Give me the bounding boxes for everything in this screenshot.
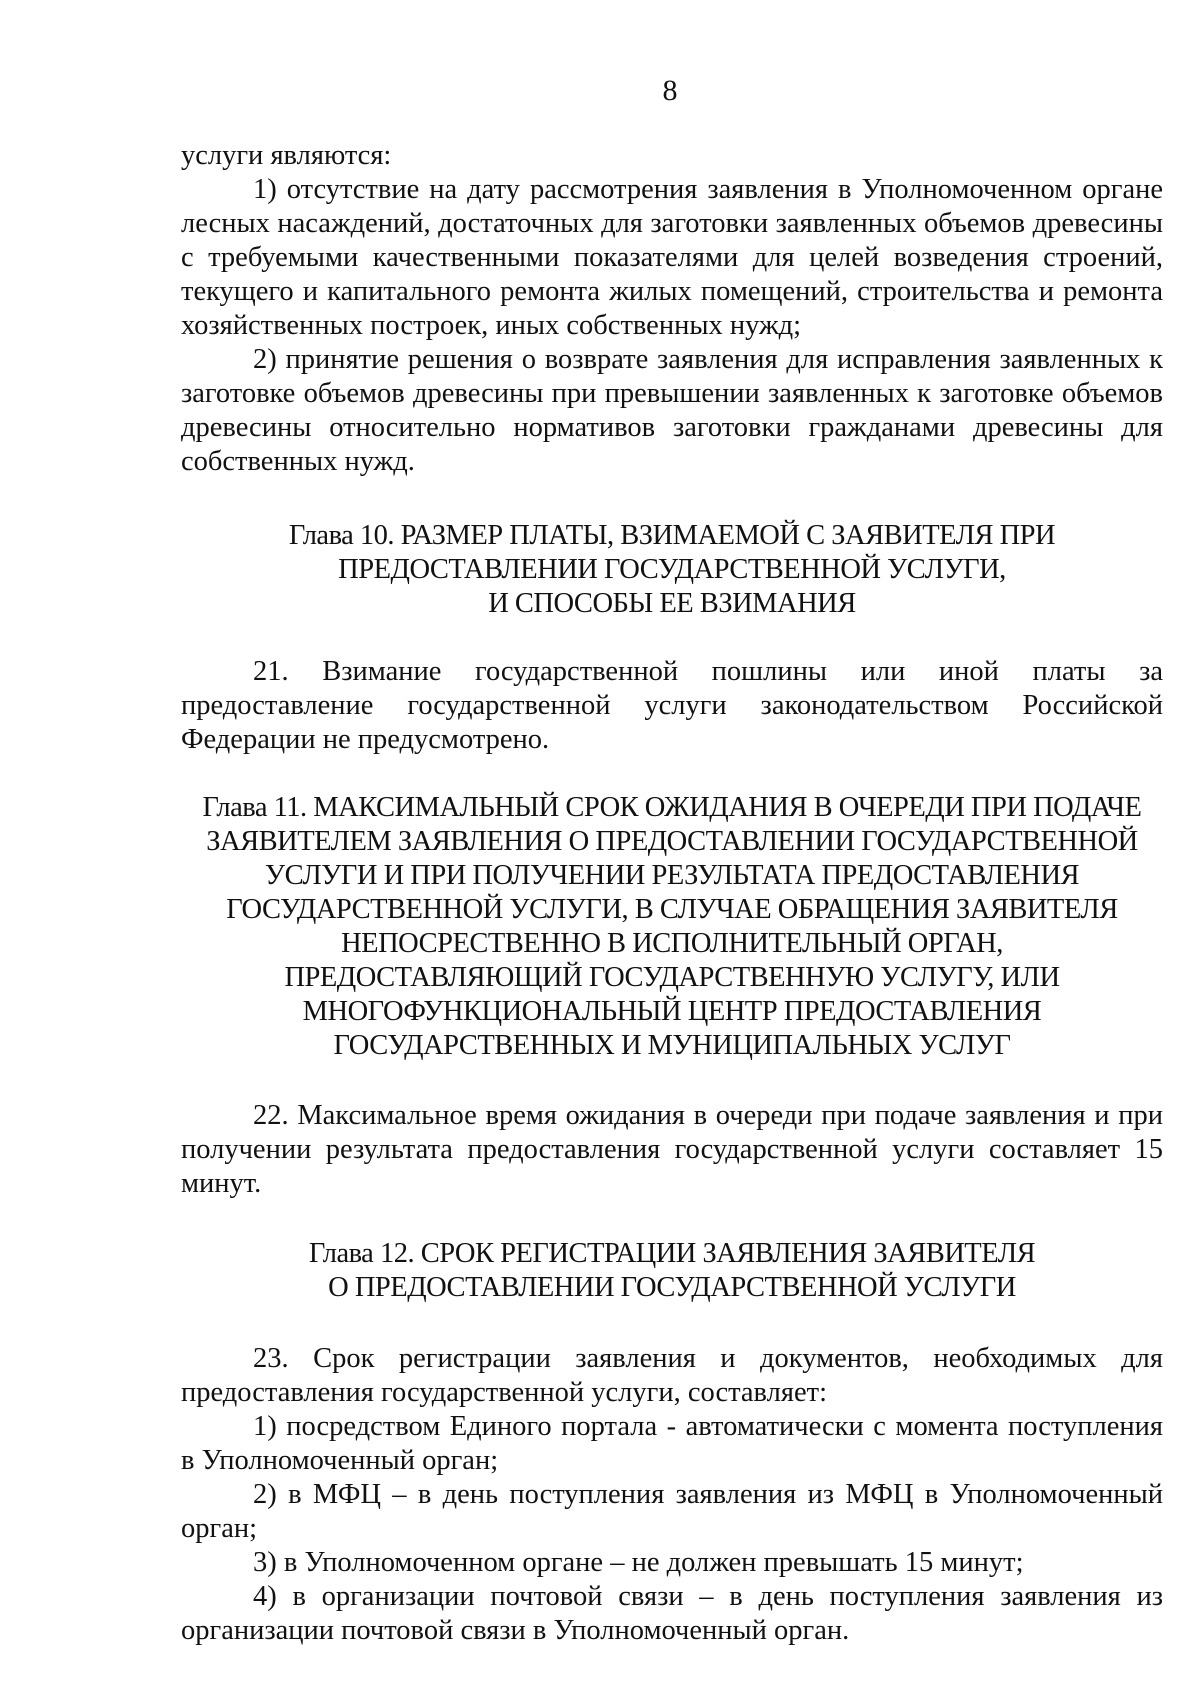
chapter-12-heading-line: О ПРЕДОСТАВЛЕНИИ ГОСУДАРСТВЕННОЙ УСЛУГИ — [328, 1272, 1016, 1303]
paragraph-22: 22. Максимальное время ожидания в очереди при подаче заявления и при получении результата предоставления государственной услуги составляет 15 минут. — [181, 1100, 1163, 1199]
paragraph-23: 23. Срок регистрации заявления и документов, необходимых для предоставления государственной услуги, составляет: — [181, 1343, 1163, 1408]
chapter-12-heading — [181, 1237, 1163, 1305]
chapter-10-heading — [181, 519, 1163, 621]
chapter-10-heading-line: Глава 10. РАЗМЕР ПЛАТЫ, ВЗИМАЕМОЙ С ЗАЯВИТЕЛЯ ПРИ — [288, 520, 1056, 551]
chapter-10-heading-line: И СПОСОБЫ ЕЕ ВЗИМАНИЯ — [488, 588, 856, 619]
paragraph-23-item-3: 3) в Уполномоченном органе – не должен превышать 15 минут; — [253, 1547, 1024, 1578]
paragraph-23-item-4: 4) в организации почтовой связи – в день поступления заявления из организации почтовой связи в Уполномоченный орган. — [181, 1581, 1163, 1646]
chapter-11-heading-line: УСЛУГИ И ПРИ ПОЛУЧЕНИИ РЕЗУЛЬТАТА ПРЕДОСТАВЛЕНИЯ — [264, 860, 1080, 891]
paragraph-21: 21. Взимание государственной пошлины или иной платы за предоставление государственной услуги законодательством Российской Федерации не предусмотрено. — [181, 656, 1163, 755]
paragraph-refusal-reason-1: 1) отсутствие на дату рассмотрения заявления в Уполномоченном органе лесных насаждений, достаточных для заготовки заявленных объемов древесины с требуемыми качественными показателями для целей возведения строений, текущего и капитального ремонта жилых помещений, строительства и ремонта хозяйственных построек, иных собственных нужд; — [181, 174, 1163, 341]
chapter-11-heading-line: ПРЕДОСТАВЛЯЮЩИЙ ГОСУДАРСТВЕННУЮ УСЛУГУ, ИЛИ — [284, 962, 1060, 993]
page-number: 8 — [662, 74, 678, 107]
chapter-11-heading-line: ГОСУДАРСТВЕННОЙ УСЛУГИ, В СЛУЧАЕ ОБРАЩЕНИЯ ЗАЯВИТЕЛЯ — [226, 894, 1118, 925]
chapter-11-heading-line: ГОСУДАРСТВЕННЫХ И МУНИЦИПАЛЬНЫХ УСЛУГ — [333, 1030, 1011, 1061]
paragraph-refusal-reason-2: 2) принятие решения о возврате заявления для исправления заявленных к заготовке объемов древесины при превышении заявленных к заготовке объемов древесины относительно нормативов заготовки гражданами древесины для собственных нужд. — [181, 344, 1163, 477]
chapter-11-heading-line: МНОГОФУНКЦИОНАЛЬНЫЙ ЦЕНТР ПРЕДОСТАВЛЕНИЯ — [302, 996, 1042, 1027]
chapter-11-heading-line: Глава 11. МАКСИМАЛЬНЫЙ СРОК ОЖИДАНИЯ В ОЧЕРЕДИ ПРИ ПОДАЧЕ — [202, 792, 1142, 823]
chapter-11-heading-line: НЕПОСРЕСТВЕННО В ИСПОЛНИТЕЛЬНЫЙ ОРГАН, — [341, 928, 1003, 959]
chapter-12-heading-line: Глава 12. СРОК РЕГИСТРАЦИИ ЗАЯВЛЕНИЯ ЗАЯВИТЕЛЯ — [308, 1238, 1036, 1269]
document-body — [181, 139, 1163, 1648]
chapter-11-heading — [181, 791, 1163, 1063]
paragraph-services-are: услуги являются: — [181, 140, 392, 171]
chapter-11-heading-line: ЗАЯВИТЕЛЕМ ЗАЯВЛЕНИЯ О ПРЕДОСТАВЛЕНИИ ГОСУДАРСТВЕННОЙ — [206, 826, 1138, 857]
paragraph-23-item-2: 2) в МФЦ – в день поступления заявления из МФЦ в Уполномоченный орган; — [181, 1479, 1163, 1544]
chapter-10-heading-line: ПРЕДОСТАВЛЕНИИ ГОСУДАРСТВЕННОЙ УСЛУГИ, — [338, 554, 1006, 585]
paragraph-23-item-1: 1) посредством Единого портала - автоматически с момента поступления в Уполномоченный орган; — [181, 1411, 1163, 1476]
